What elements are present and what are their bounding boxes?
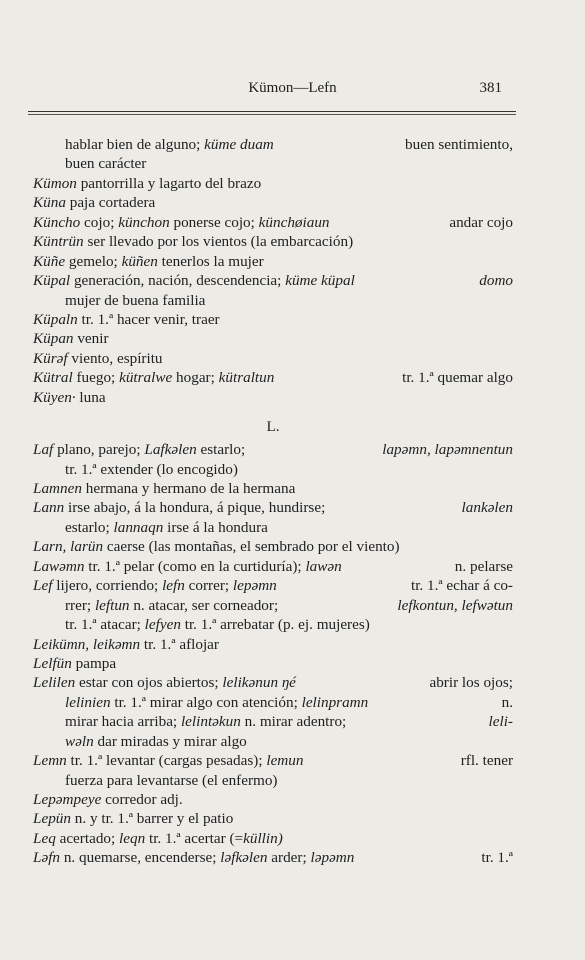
text-line: hablar bien de alguno; küme duam buen sentimiento, [65, 136, 513, 153]
dictionary-entry: Ləfn n. quemarse, encenderse; ləfkəlen arder; ləpəmn tr. 1.ª [33, 849, 513, 867]
dictionary-entry: Küyen· luna [33, 388, 106, 406]
dictionary-entry: Laf plano, parejo; Lafkəlen estarlo; lapəmn, lapəmnentun [33, 441, 513, 459]
text-line: lelinien tr. 1.ª mirar algo con atención; lelinpramn n. [65, 693, 513, 711]
header-rule [28, 111, 516, 112]
text-line: fuerza para levantarse (el enfermo) [65, 771, 278, 789]
dictionary-entry: Küñe gemelo; küñen tenerlos la mujer [33, 252, 264, 270]
dictionary-entry: Leikümn, leikəmn tr. 1.ª aflojar [33, 635, 219, 653]
dictionary-entry: Leq acertado; leqn tr. 1.ª acertar (=küllin) [33, 829, 283, 847]
text-line: mirar hacia arriba; lelintəkun n. mirar adentro; leli- [65, 713, 513, 731]
text-line: wəln dar miradas y mirar algo [65, 732, 247, 750]
dictionary-entry: Küpal generación, nación, descendencia; küme küpal domo [33, 272, 513, 290]
text-line: tr. 1.ª extender (lo encogido) [65, 460, 238, 478]
dictionary-entry: Küncho cojo; künchon ponerse cojo; künchøiaun andar cojo [33, 213, 513, 231]
dictionary-entry: Lelilen estar con ojos abiertos; lelikənun ŋé abrir los ojos; [33, 674, 513, 692]
dictionary-entry: Lef lijero, corriendo; lefn correr; lepəmn tr. 1.ª echar á co- [33, 577, 513, 595]
dictionary-entry: Larn, larün caerse (las montañas, el sembrado por el viento) [33, 538, 400, 556]
dictionary-entry: Lemn tr. 1.ª levantar (cargas pesadas); lemun rfl. tener [33, 752, 513, 770]
dictionary-entry: Lelfün pampa [33, 654, 117, 672]
text-line: rrer; leftun n. atacar, ser corneador; lefkontun, lefwətun [65, 596, 513, 614]
header-title: Kümon—Lefn [248, 80, 337, 96]
text-line: tr. 1.ª atacar; lefyen tr. 1.ª arrebatar (p. ej. mujeres) [65, 616, 370, 634]
running-header [0, 78, 585, 100]
section-heading: L. [266, 418, 280, 436]
header-rule-secondary [28, 114, 516, 115]
page-number: 381 [479, 80, 502, 96]
dictionary-entry: Küna paja cortadera [33, 194, 156, 212]
text-line: buen carácter [65, 155, 147, 173]
text-line: mujer de buena familia [65, 291, 206, 309]
dictionary-entry: Lepün n. y tr. 1.ª barrer y el patio [33, 810, 234, 828]
text-line: estarlo; lannaqn irse á la hondura [65, 518, 268, 536]
dictionary-entry: Kürəf viento, espíritu [33, 349, 163, 367]
dictionary-entry: Küpan venir [33, 330, 109, 348]
dictionary-entry: Lamnen hermana y hermano de la hermana [33, 480, 296, 497]
dictionary-entry: Lawəmn tr. 1.ª pelar (como en la curtiduría); lawən n. pelarse [33, 557, 513, 575]
dictionary-text [33, 135, 513, 868]
dictionary-entry: Kümon pantorrilla y lagarto del brazo [33, 174, 262, 192]
dictionary-entry: Küpaln tr. 1.ª hacer venir, traer [33, 310, 220, 328]
dictionary-entry: Kütral fuego; kütralwe hogar; kütraltun tr. 1.ª quemar algo [33, 369, 513, 387]
dictionary-entry: Lepəmpeye corredor adj. [33, 791, 183, 808]
dictionary-entry: Lann irse abajo, á la hondura, á pique, hundirse; lankəlen [33, 499, 513, 517]
dictionary-entry: Küntrün ser llevado por los vientos (la embarcación) [33, 233, 354, 251]
